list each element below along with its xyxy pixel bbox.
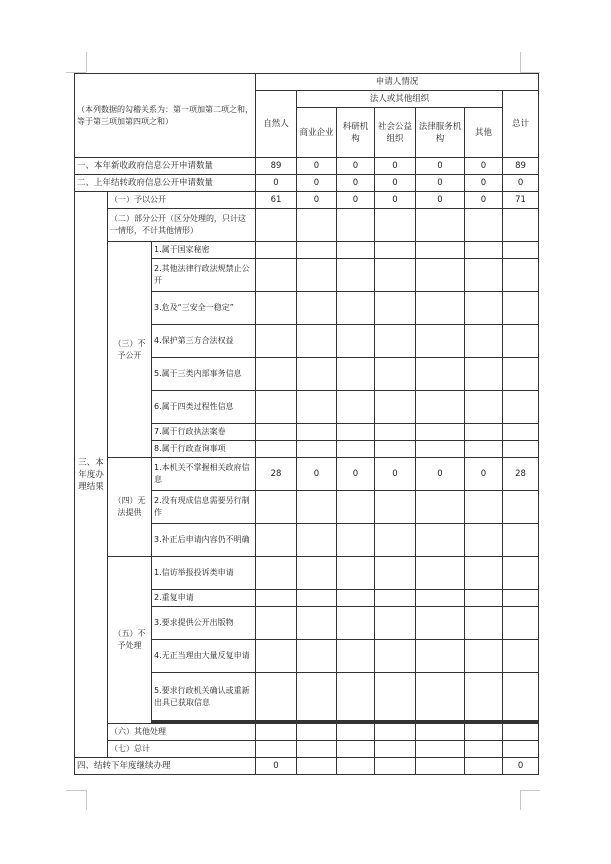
value-cell [416,724,465,741]
value-cell [297,640,337,673]
item-label: 1.本机关不掌握相关政府信息 [152,458,256,491]
crop-mark-top-right [520,52,521,72]
value-cell [375,557,416,590]
value-cell [256,441,297,458]
value-cell: 89 [256,158,297,175]
value-cell [297,391,337,424]
value-cell [465,557,503,590]
value-cell [465,391,503,424]
value-cell [416,491,465,524]
value-cell [297,424,337,441]
value-cell [465,424,503,441]
value-cell [375,242,416,259]
value-cell [416,557,465,590]
value-cell [297,741,337,758]
value-cell [297,758,337,775]
value-cell [465,758,503,775]
value-cell [256,292,297,325]
value-cell [337,524,375,557]
value-cell: 0 [297,175,337,192]
value-cell: 0 [503,175,539,192]
row-label-partial: （二）部分公开（区分处理的，只计这一情形，不计其他情形） [108,209,256,242]
value-cell [337,292,375,325]
header-legal-persons: 法人或其他组织 [297,91,503,108]
value-cell [337,325,375,358]
value-cell [465,491,503,524]
group-label-not-disclosed: （三）不予公开 [108,242,152,458]
header-other: 其他 [465,108,503,158]
value-cell [416,524,465,557]
value-cell [256,741,297,758]
value-cell [503,590,539,607]
value-cell [503,391,539,424]
value-cell [416,640,465,673]
item-label: 5.要求行政机关确认或重新出具已获取信息 [152,673,256,721]
value-cell [337,640,375,673]
value-cell [465,673,503,721]
item-label: 3.要求提供公开出版物 [152,607,256,640]
value-cell [297,724,337,741]
value-cell [375,391,416,424]
value-cell [337,724,375,741]
row-label-new-applications: 一、本年新收政府信息公开申请数量 [75,158,256,175]
value-cell: 0 [297,458,337,491]
value-cell [416,292,465,325]
value-cell [297,590,337,607]
value-cell [503,325,539,358]
value-cell: 0 [465,192,503,209]
value-cell: 0 [337,458,375,491]
value-cell [256,242,297,259]
item-label: 8.属于行政查询事项 [152,441,256,458]
value-cell [503,673,539,721]
value-cell [416,741,465,758]
row-label-other-processing: （六）其他处理 [108,724,256,741]
value-cell [297,325,337,358]
value-cell [503,524,539,557]
value-cell [256,640,297,673]
value-cell: 61 [256,192,297,209]
value-cell [503,491,539,524]
crop-mark-top-left [86,52,87,72]
item-label: 2.重复申请 [152,590,256,607]
value-cell [465,242,503,259]
value-cell [416,325,465,358]
crop-mark-bottom-right-h [520,790,540,791]
value-cell: 0 [375,192,416,209]
item-label: 7.属于行政执法案卷 [152,424,256,441]
value-cell [337,441,375,458]
crop-mark-bottom-right [520,790,521,810]
value-cell: 0 [256,758,297,775]
value-cell [337,242,375,259]
value-cell [416,758,465,775]
value-cell [337,424,375,441]
value-cell: 89 [503,158,539,175]
row-label-disclosed: （一）予以公开 [108,192,256,209]
value-cell [297,524,337,557]
value-cell: 28 [256,458,297,491]
value-cell [297,292,337,325]
value-cell [465,607,503,640]
value-cell [503,441,539,458]
value-cell [375,590,416,607]
value-cell [416,424,465,441]
header-note: （本列数据的勾稽关系为：第一项加第二项之和，等于第三项加第四项之和） [75,74,256,158]
value-cell [503,607,539,640]
value-cell: 0 [416,175,465,192]
value-cell [465,590,503,607]
value-cell [416,391,465,424]
value-cell [503,242,539,259]
header-total: 总计 [503,91,539,158]
header-legal-service: 法律服务机构 [416,108,465,158]
value-cell [256,391,297,424]
value-cell [416,673,465,721]
value-cell: 0 [416,192,465,209]
value-cell: 0 [465,175,503,192]
item-label: 2.没有现成信息需要另行制作 [152,491,256,524]
header-applicant-situation: 申请人情况 [256,74,539,91]
value-cell [375,673,416,721]
header-social: 社会公益组织 [375,108,416,158]
value-cell [337,673,375,721]
value-cell [503,640,539,673]
value-cell: 0 [256,175,297,192]
value-cell [337,741,375,758]
value-cell [465,358,503,391]
value-cell [337,607,375,640]
value-cell: 0 [375,175,416,192]
value-cell [256,209,297,242]
value-cell [297,557,337,590]
row-label-carried-over: 二、上年结转政府信息公开申请数量 [75,175,256,192]
disclosure-statistics-table [74,73,539,775]
value-cell [256,557,297,590]
value-cell [337,758,375,775]
group-label-unable: （四）无法提供 [108,458,152,557]
value-cell [297,607,337,640]
value-cell [503,292,539,325]
value-cell [503,557,539,590]
value-cell [375,640,416,673]
value-cell [465,292,503,325]
header-natural-person: 自然人 [256,91,297,158]
value-cell [416,259,465,292]
value-cell [256,491,297,524]
value-cell [297,673,337,721]
value-cell [337,590,375,607]
crop-mark-bottom-left [86,790,87,810]
value-cell [465,209,503,242]
item-label: 2.其他法律行政法规禁止公开 [152,259,256,292]
value-cell [256,524,297,557]
item-label: 3.补正后申请内容仍不明确 [152,524,256,557]
value-cell: 28 [503,458,539,491]
header-commercial: 商业企业 [297,108,337,158]
value-cell: 0 [503,758,539,775]
value-cell: 0 [375,158,416,175]
value-cell [416,441,465,458]
value-cell [256,607,297,640]
value-cell: 0 [416,158,465,175]
value-cell [465,325,503,358]
row-label-subtotal: （七）总计 [108,741,256,758]
value-cell [375,491,416,524]
value-cell [503,724,539,741]
value-cell [337,358,375,391]
value-cell [416,607,465,640]
value-cell [375,758,416,775]
item-label: 4.无正当理由大量反复申请 [152,640,256,673]
value-cell [416,209,465,242]
value-cell [503,209,539,242]
row-label-carry-forward: 四、结转下年度继续办理 [75,758,256,775]
value-cell [503,424,539,441]
value-cell [297,209,337,242]
value-cell [297,242,337,259]
item-label: 3.危及“三安全一稳定” [152,292,256,325]
value-cell: 0 [416,458,465,491]
value-cell [337,557,375,590]
value-cell [297,259,337,292]
value-cell [375,607,416,640]
item-label: 5.属于三类内部事务信息 [152,358,256,391]
value-cell [375,358,416,391]
value-cell: 71 [503,192,539,209]
value-cell [375,259,416,292]
value-cell [256,590,297,607]
value-cell: 0 [297,158,337,175]
value-cell [503,741,539,758]
value-cell: 0 [297,192,337,209]
section-3-label: 三、本年度办理结果 [75,192,108,758]
value-cell [256,724,297,741]
value-cell [465,640,503,673]
value-cell [375,424,416,441]
value-cell [297,358,337,391]
value-cell: 0 [337,192,375,209]
value-cell [297,491,337,524]
value-cell [465,741,503,758]
value-cell [375,441,416,458]
value-cell [503,358,539,391]
value-cell [375,741,416,758]
item-label: 6.属于四类过程性信息 [152,391,256,424]
value-cell [503,259,539,292]
value-cell [375,724,416,741]
value-cell [465,724,503,741]
value-cell [256,358,297,391]
value-cell [337,259,375,292]
value-cell [465,441,503,458]
value-cell: 0 [375,458,416,491]
value-cell [256,259,297,292]
header-research: 科研机构 [337,108,375,158]
value-cell [337,209,375,242]
item-label: 4.保护第三方合法权益 [152,325,256,358]
value-cell [256,673,297,721]
value-cell: 0 [337,175,375,192]
value-cell [416,590,465,607]
group-label-not-processed: （五）不予处理 [108,557,152,724]
value-cell [375,524,416,557]
value-cell [375,292,416,325]
value-cell: 0 [465,158,503,175]
value-cell [465,259,503,292]
value-cell [416,242,465,259]
value-cell [375,325,416,358]
value-cell [375,209,416,242]
item-label: 1.属于国家秘密 [152,242,256,259]
value-cell [465,524,503,557]
value-cell: 0 [337,158,375,175]
crop-mark-bottom-left-h [66,790,86,791]
value-cell [256,325,297,358]
value-cell: 0 [465,458,503,491]
value-cell [416,358,465,391]
value-cell [337,491,375,524]
item-label: 1.信访举报投诉类申请 [152,557,256,590]
value-cell [256,424,297,441]
value-cell [337,391,375,424]
value-cell [297,441,337,458]
